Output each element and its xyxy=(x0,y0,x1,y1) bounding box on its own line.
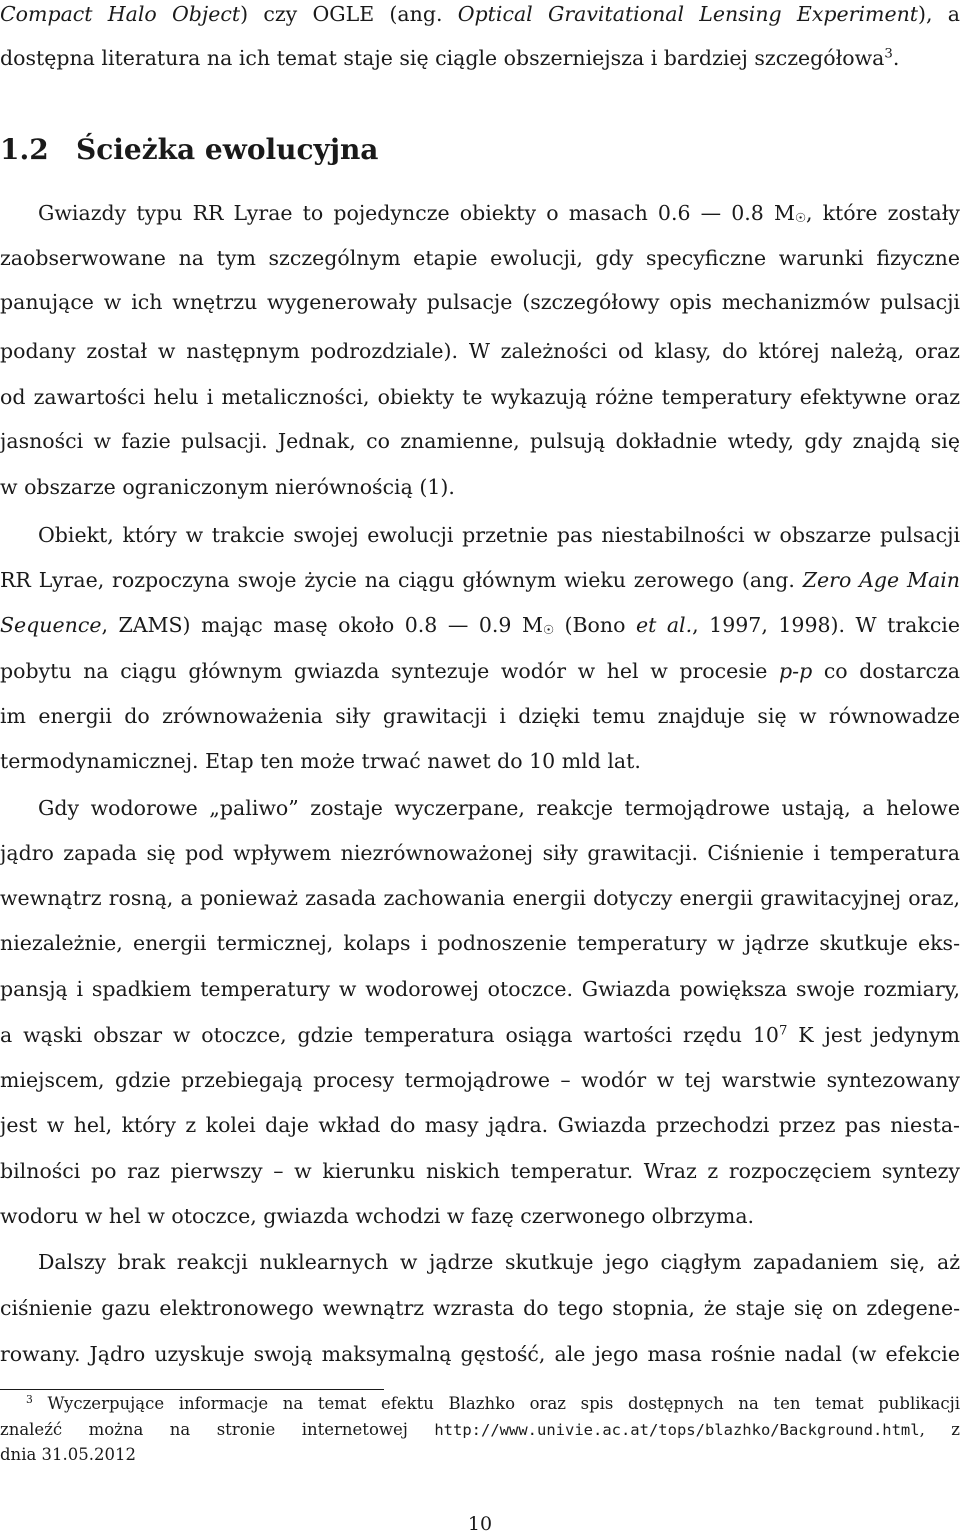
text-line: miejscem, gdzie przebiegają procesy termojądrowe – wodór w tej warstwie syntezowany xyxy=(0,1068,960,1092)
text-line: Gwiazdy typu RR Lyrae to pojedyncze obiekty o masach 0.6 — 0.8 $M_☉$, które zostały xyxy=(38,201,960,225)
text-line: jest w hel, który z kolei daje wkład do masy jądra. Gwiazda przechodzi przez pas niesta- xyxy=(0,1113,960,1137)
text-line: w obszarze ograniczonym nierównością (1). xyxy=(0,475,455,499)
footnote-mark: 3 xyxy=(26,1393,33,1407)
text-line: Obiekt, który w trakcie swojej ewolucji przetnie pas niestabilności w obszarze pulsacji xyxy=(38,523,960,547)
text-line: Gdy wodorowe „paliwo” zostaje wyczerpane, reakcje termojądrowe ustają, a helowe xyxy=(38,796,960,820)
footnote-ref[interactable]: 3 xyxy=(884,46,893,62)
footnote-line: dnia 31.05.2012 xyxy=(0,1445,137,1464)
sun-symbol: ☉ xyxy=(794,210,806,225)
text-line: wodoru w hel w otoczce, gwiazda wchodzi w fazę czerwonego olbrzyma. xyxy=(0,1204,755,1228)
section-number: 1.2 xyxy=(0,133,49,166)
text-line: Compact Halo Object) czy OGLE (ang. Optical Gravitational Lensing Experiment), a xyxy=(0,2,960,26)
sun-symbol: ☉ xyxy=(542,622,554,637)
text-line: im energii do zrównoważenia siły grawitacji i dzięki temu znajduje się w równowadze xyxy=(0,704,960,728)
text-line: podany został w następnym podrozdziale). W zależności od klasy, do której należą, oraz xyxy=(0,339,960,363)
text-line: RR Lyrae, rozpoczyna swoje życie na ciągu głównym wieku zerowego (ang. Zero Age Main xyxy=(0,568,960,592)
text-line: pansją i spadkiem temperatury w wodorowej otoczce. Gwiazda powiększa swoje rozmiary, xyxy=(0,977,960,1001)
text-line: ciśnienie gazu elektronowego wewnątrz wzrasta do tego stopnia, że staje się on zdegene- xyxy=(0,1296,960,1320)
footnote-line: znaleźć można na stronie internetowej http://www.univie.ac.at/tops/blazhko/Background.html, z xyxy=(0,1420,960,1439)
text-line: zaobserwowane na tym szczególnym etapie ewolucji, gdy specyficzne warunki fizyczne xyxy=(0,246,960,270)
text-line: jądro zapada się pod wpływem niezrównoważonej siły grawitacji. Ciśnienie i temperatura xyxy=(0,841,960,865)
text-line: Sequence, ZAMS) mając masę około 0.8 — 0.9 $M_☉$ (Bono et al., 1997, 1998). W trakcie xyxy=(0,613,960,637)
section-heading xyxy=(0,126,378,174)
footnote-line: $^3$ Wyczerpujące informacje na temat efektu Blazhko oraz spis dostępnych na ten temat publikacji xyxy=(26,1393,960,1413)
text-line: bilności po raz pierwszy – w kierunku niskich temperatur. Wraz z rozpoczęciem syntezy xyxy=(0,1159,960,1183)
page-number: 10 xyxy=(467,1513,493,1535)
text-line: a wąski obszar w otoczce, gdzie temperatura osiąga wartości rzędu $10^7$ K jest jedynym xyxy=(0,1023,960,1047)
text-line: wewnątrz rosną, a ponieważ zasada zachowania energii dotyczy energii grawitacyjnej oraz, xyxy=(0,886,960,910)
text-line: jasności w fazie pulsacji. Jednak, co znamienne, pulsują dokładnie wtedy, gdy znajdą się xyxy=(0,429,960,453)
text-line: panujące w ich wnętrzu wygenerowały pulsacje (szczegółowy opis mechanizmów pulsacji xyxy=(0,290,960,314)
text-line: niezależnie, energii termicznej, kolaps i podnoszenie temperatury w jądrze skutkuje eks- xyxy=(0,931,960,955)
section-title: Ścieżka ewolucyjna xyxy=(76,133,379,166)
text-line: termodynamicznej. Etap ten może trwać nawet do 10 mld lat. xyxy=(0,749,641,773)
footnote-url-link[interactable]: http://www.univie.ac.at/tops/blazhko/Background.html xyxy=(434,1421,920,1439)
text-line: Dalszy brak reakcji nuklearnych w jądrze skutkuje jego ciągłym zapadaniem się, aż xyxy=(38,1250,960,1274)
text-line: rowany. Jądro uzyskuje swoją maksymalną gęstość, ale jego masa rośnie nadal (w efekcie xyxy=(0,1342,960,1366)
text-line: dostępna literatura na ich temat staje się ciągle obszerniejsza i bardziej szczegółowa$^3$. xyxy=(0,46,900,70)
footnote-rule xyxy=(0,1389,384,1390)
text-line: pobytu na ciągu głównym gwiazda syntezuje wodór w hel w procesie p-p co dostarcza xyxy=(0,659,960,683)
text-line: od zawartości helu i metaliczności, obiekty te wykazują różne temperatury efektywne oraz xyxy=(0,385,960,409)
